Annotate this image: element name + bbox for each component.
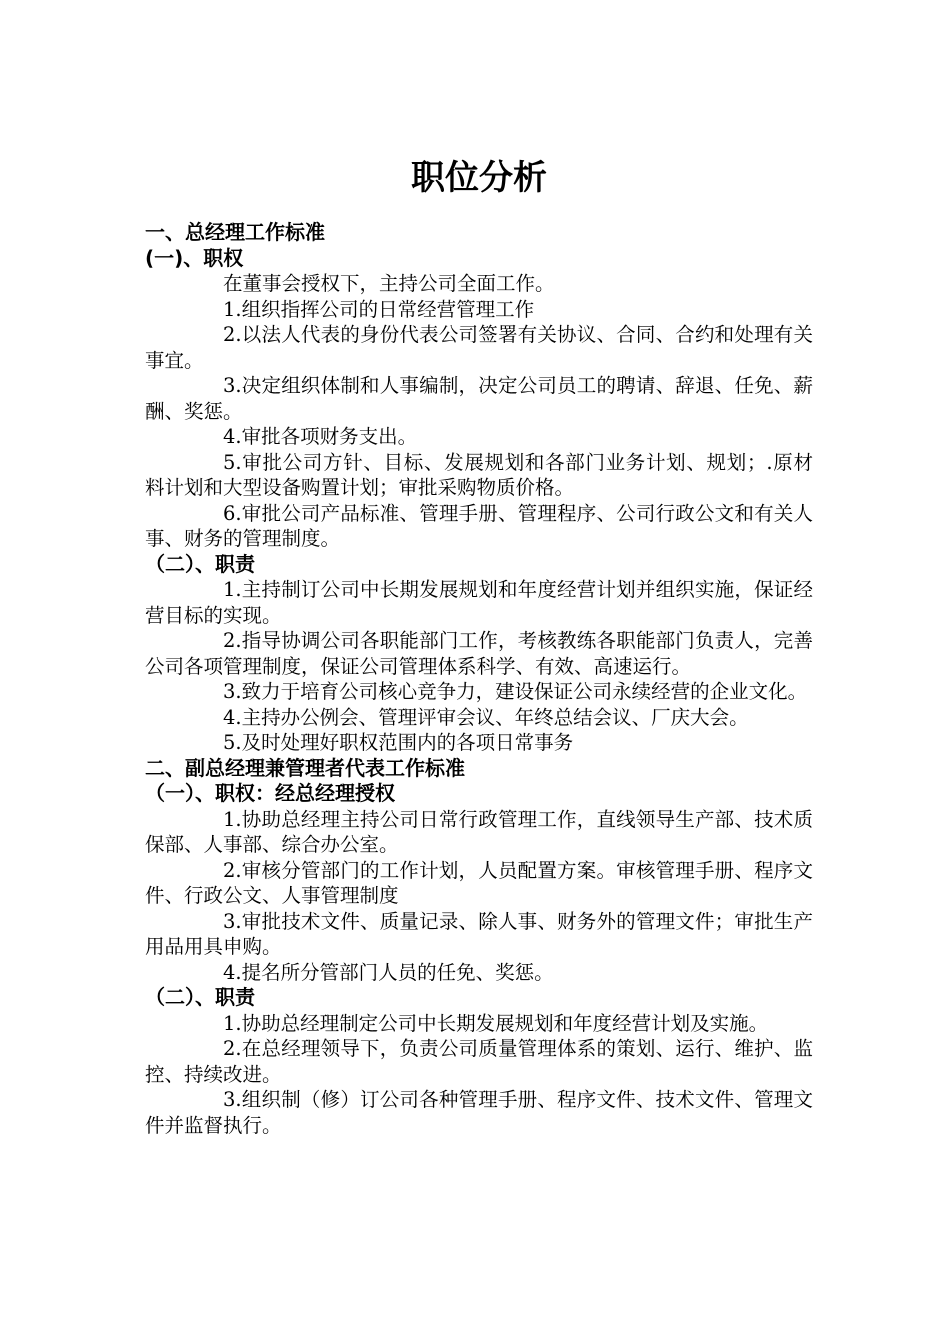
page-title: 职位分析: [411, 158, 547, 198]
paragraph: 1.协助总经理主持公司日常行政管理工作，直线领导生产部、技术质保部、人事部、综合办公室。: [145, 807, 813, 856]
paragraph: 3.审批技术文件、质量记录、除人事、财务外的管理文件；审批生产用品用具申购。: [145, 909, 813, 958]
section1-authority-heading: (一)、职权: [145, 245, 244, 270]
paragraph: 3.组织制（修）订公司各种管理手册、程序文件、技术文件、管理文件并监督执行。: [145, 1088, 813, 1137]
section1-duty-heading: （二）、职责: [145, 551, 255, 576]
paragraph: 1.协助总经理制定公司中长期发展规划和年度经营计划及实施。: [223, 1011, 769, 1035]
section2-authority-heading: （一）、职权：经总经理授权: [145, 781, 395, 805]
paragraph: 2.以法人代表的身份代表公司签署有关协议、合同、合约和处理有关事宜。: [145, 323, 813, 372]
paragraph: 5.审批公司方针、目标、发展规划和各部门业务计划、规划；.原材料计划和大型设备购置计划；审批采购物质价格。: [145, 450, 813, 499]
paragraph: 3.致力于培育公司核心竞争力，建设保证公司永续经营的企业文化。: [223, 680, 808, 703]
paragraph: 在董事会授权下，主持公司全面工作。: [223, 272, 555, 295]
section2-heading: 二、副总经理兼管理者代表工作标准: [145, 755, 465, 780]
paragraph: 4.提名所分管部门人员的任免、奖惩。: [223, 960, 554, 984]
paragraph: 1.组织指挥公司的日常经营管理工作: [223, 297, 535, 321]
document-page: [145, 150, 813, 1138]
paragraph: 2.指导协调公司各职能部门工作，考核教练各职能部门负责人，完善公司各项管理制度，保证公司管理体系科学、有效、高速运行。: [145, 629, 813, 678]
paragraph: 5.及时处理好职权范围内的各项日常事务: [223, 731, 574, 754]
section2-duty-heading: （二）、职责: [145, 985, 255, 1009]
paragraph: 3.决定组织体制和人事编制，决定公司员工的聘请、辞退、任免、薪酬、奖惩。: [145, 374, 813, 423]
paragraph: 4.主持办公例会、管理评审会议、年终总结会议、厂庆大会。: [223, 705, 749, 729]
paragraph: 4.审批各项财务支出。: [223, 425, 418, 448]
paragraph: 2.审核分管部门的工作计划，人员配置方案。审核管理手册、程序文件、行政公文、人事管理制度: [145, 858, 813, 907]
section1-heading: 一、总经理工作标准: [145, 220, 325, 244]
paragraph: 6.审批公司产品标准、管理手册、管理程序、公司行政公文和有关人事、财务的管理制度。: [145, 501, 813, 550]
paragraph: 2.在总经理领导下，负责公司质量管理体系的策划、运行、维护、监控、持续改进。: [145, 1037, 813, 1086]
paragraph: 1.主持制订公司中长期发展规划和年度经营计划并组织实施，保证经营目标的实现。: [145, 578, 813, 627]
